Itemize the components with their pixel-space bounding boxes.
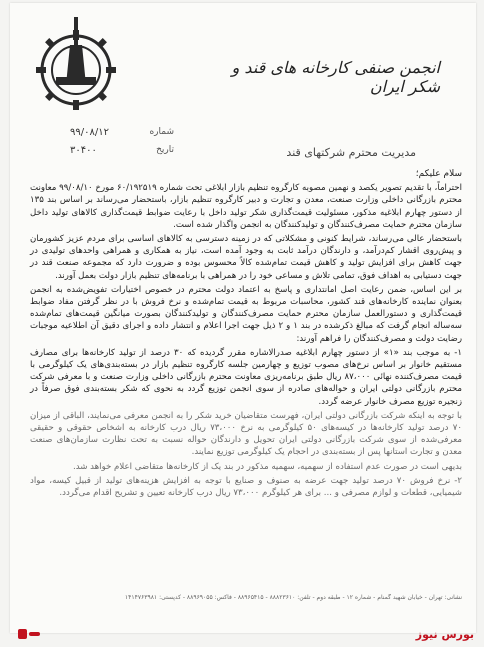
letter-meta [70,127,174,163]
source-label: بورس نیوز [415,628,474,641]
item-1-continued: با توجه به اینکه شرکت بازرگانی دولتی ایران، فهرست متقاضیان خرید شکر را به انجمن معرفی می‌نمایند، الباقی از میزان ۷۰ درصد تولید کارخانه‌ها در کیسه‌های ۵۰ کیلوگرمی به نرخ ۷۳،۰۰۰ ریال درب کارخانه به اشخاص حقوقی و حقیقی معرفی‌شده از سوی شرکت بازرگانی دولتی ایران تحویل و دارندگان حواله نسبت به تحت نظارت سازمان‌های صنعت معدن و تجارت استانها پس از بسته‌بندی در احجام یک کیلوگرمی توزیع نمایند. [30,410,462,458]
number-label: شماره [149,127,174,137]
letter-number: ۹۹/۰۸/۱۲ [70,127,109,138]
item-1-note: بدیهی است در صورت عدم استفاده از سهمیه، سهمیه مذکور در بند یک از کارخانه‌ها متقاضی اعلام خواهد شد. [72,461,462,472]
date-label: تاریخ [156,145,174,155]
letter-ref: ۳۰۴۰۰ [70,145,97,156]
letter-body [30,168,462,501]
organization-name: انجمن صنفی کارخانه های قند و شکر ایران [231,58,440,96]
item-1: ۱- به موجب بند «۱» از دستور چهارم ابلاغیه صدرالاشاره مقرر گردیده که ۳۰ درصد از تولید کارخانه‌ها برای مصارف مستقیم خانوار بر اساس نرخ‌های مصوب توزیع و چهارمین جلسه کارگروه تنظیم بازار در بسته‌بندی‌های یک کیلوگرمی با قیمت مصرف‌کننده نهائی ۸۷،۰۰۰ ریال طبق برنامه‌ریزی معاونت محترم بازرگانی داخلی وزارت صنعت و با معرفی شرکت محترم بازرگانی دولتی ایران و حواله‌های صادره از سوی انجمن توزیع گردد به نحوی که شکر بسته‌بندی فوق صرفاً در زنجیره توزیع مصرف خانوار عرضه گردد. [30,347,462,407]
paragraph-3: بر این اساس، ضمن رعایت اصل امانتداری و پاسخ به اعتماد دولت محترم در خصوص اختیارات تفویض‌شده به انجمن بعنوان نماینده کارخانه‌های قند کشور، محاسبات مربوط به قیمت تمام‌شده و نرخ فروش با در نظر گرفتن مفاد ضوابط قیمت‌گذاری و دستورالعمل سازمان محترم حمایت مصرف‌کنندگان و تولیدکنندگان بصورت میانگین قیمت‌های تمام‌شده سه‌ساله انجام گرفت که مبالغ ذکرشده در بند ۱ و ۲ ذیل جهت اجرا اعلام و انتشار داده و اجرای دقیق آن اطلاعیه موجبات رضایت دولت و مصرف‌کنندگان را فراهم آورند: [30,284,462,344]
letter-page [10,3,476,633]
paragraph-1: احتراماً، با تقدیم تصویر یکصد و نهمین مصوبه کارگروه تنظیم بازار ابلاغی تحت شماره ۶۰/۱۹۲۵۱۹ مورخ ۹۹/۰۸/۱۰ معاونت محترم بازرگانی داخلی وزارت صنعت، معدن و تجارت و دبیر کارگروه تنظیم بازار، باستحضار می‌رساند بر اساس بند ۱۳۵ از دستور چهارم ابلاغیه مذکور، مسئولیت قیمت‌گذاری شکر تولید داخل با رعایت ضوابط قیمت‌گذاری کالاهای تولید داخل سازمان محترم حمایت مصرف‌کنندگان و تولیدکنندگان به انجمن واگذار شده است. [30,183,462,230]
addressee: مدیریت محترم شرکتهای قند [286,146,416,159]
item-2: ۲- نرخ فروش ۷۰ درصد تولید جهت عرضه به صنوف و صنایع با توجه به افزایش هزینه‌های تولید از قبیل کیسه، مواد شیمیایی، قطعات و لوازم مصرفی و ... برای هر کیلوگرم ۷۳،۰۰۰ ریال درب کارخانه تعیین و تشریح اقدام می‌گردد. [30,475,462,499]
footer-address: نشانی: تهران - خیابان شهید گمنام - شماره ۱۲ - طبقه دوم - تلفن: ۸۸۸۲۳۶۱۰ - ۸۸۹۶۵۴۱۵ - فاکس: ۸۸۹۶۹۰۵۵ - کدپستی: ۱۴۱۴۷۶۳۹۸۱ [124,594,462,601]
sugar-association-logo [26,15,126,115]
news-brand-icon [16,626,42,642]
greeting: سلام علیکم؛ [415,169,462,179]
paragraph-2: باستحضار عالی می‌رساند، شرایط کنونی و مشکلاتی که در زمینه دسترسی به کالاهای اساسی برای مردم عزیز کشورمان و پیش‌روی اقشار کم‌درآمد، و دارندگان درآمد ثابت به وجود آمده است، نیاز به همکاری و همراهی واحدهای تولیدی در جهت کاهش برای افزایش تولید و کاهش قیمت تمام‌شده کالاً محسوس بوده و ضرورت دارد که مجموعه صنعت قند در جهت دستیابی به اهداف فوق، تمامی تلاش و مساعی خود را در همراهی با برنامه‌های تنظیم بازار دولت بعمل آورند. [30,234,462,281]
